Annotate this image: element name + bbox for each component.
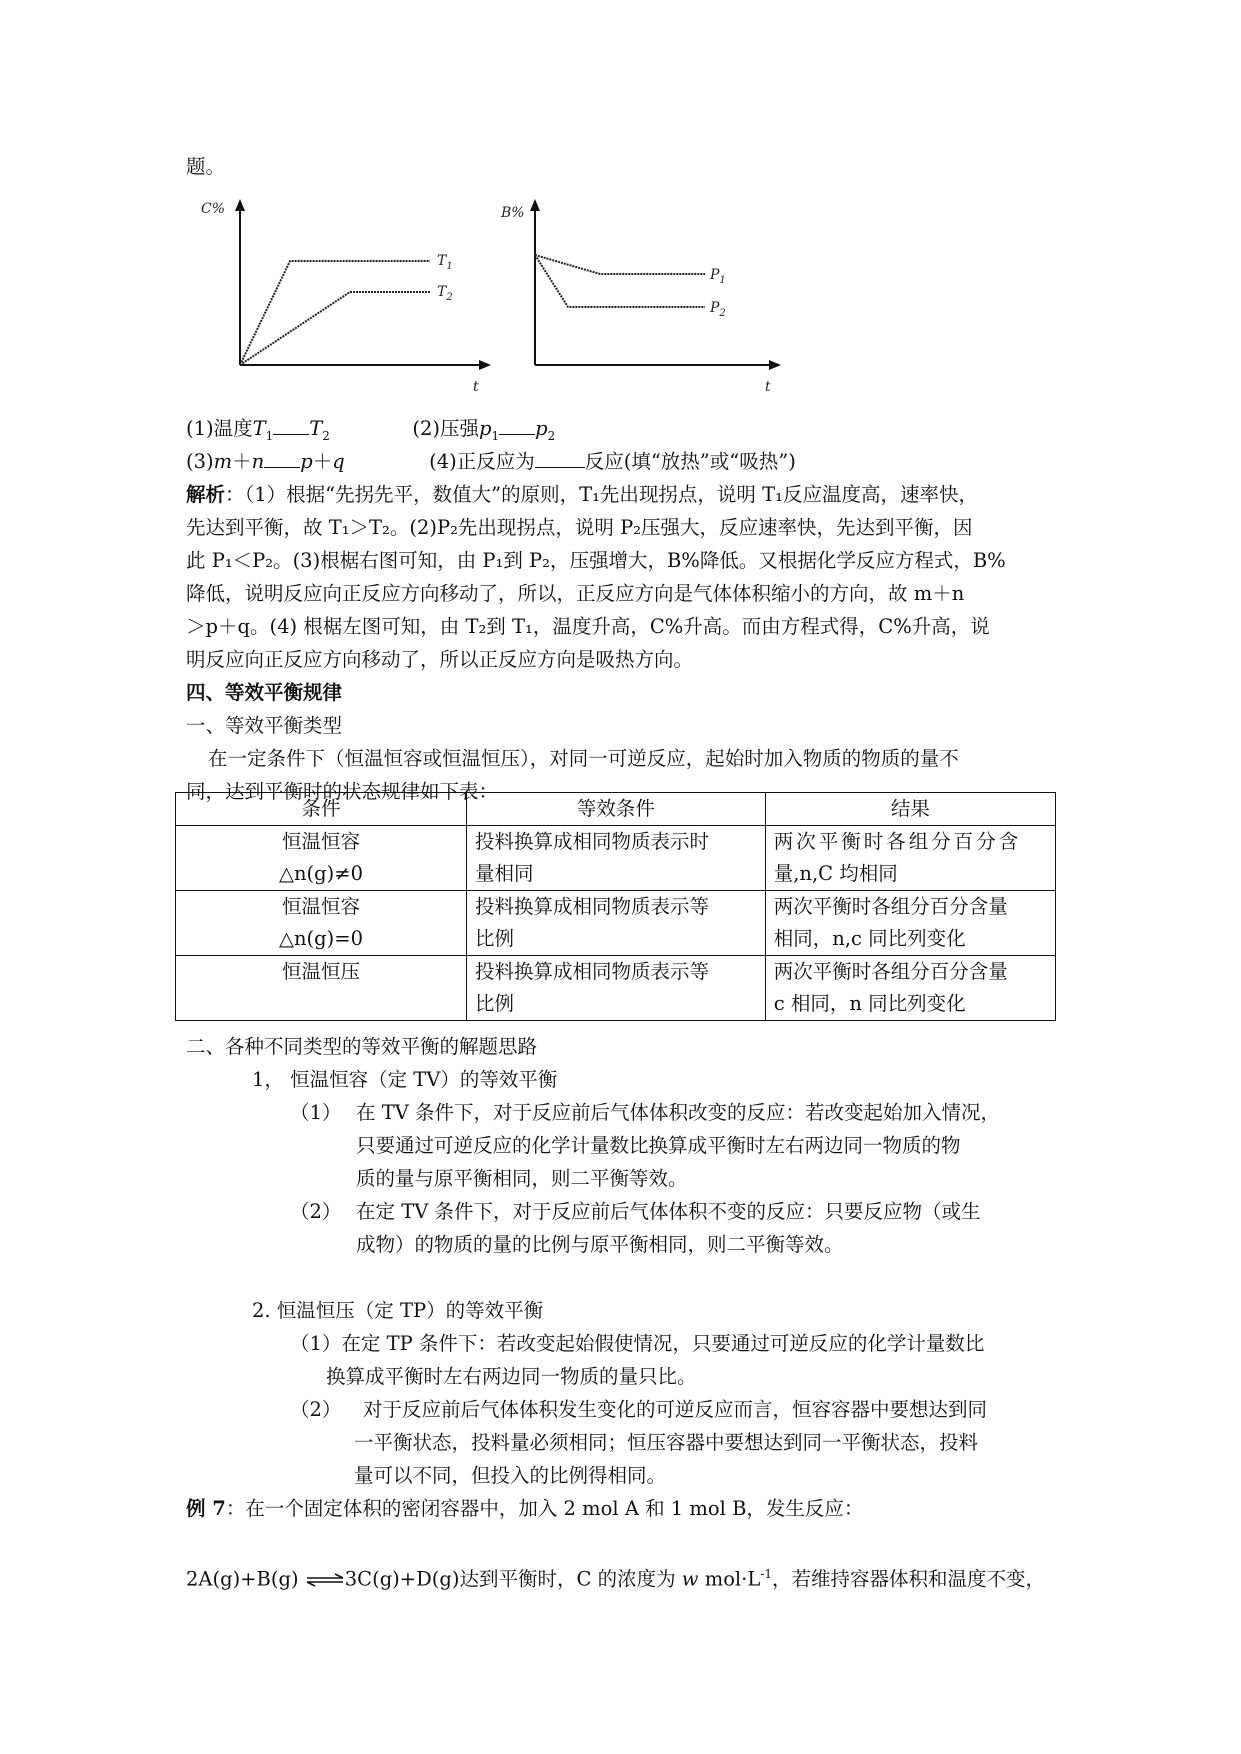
table-cell-condition: 恒温恒容 △n(g)=0 <box>176 891 467 956</box>
table-header-row <box>176 793 1056 826</box>
table-header-cell: 结果 <box>765 793 1055 826</box>
item-1-para-2-line-1: 在定 TV 条件下，对于反应前后气体体积不变的反应：只要反应物（或生 <box>356 1200 981 1223</box>
intro-line-2: 同，达到平衡时的状态规律如下表： <box>186 780 499 803</box>
table-cell-result: 两次平衡时各组分百分含量 相同，n,c 同比列变化 <box>765 891 1055 956</box>
subsection-2-title: 二、各种不同类型的等效平衡的解题思路 <box>186 1035 538 1058</box>
item-1-para-1-line-3: 质的量与原平衡相同，则二平衡等效。 <box>356 1167 688 1190</box>
example-7-line: 例 7：在一个固定体积的密闭容器中，加入 2 mol A 和 1 mol B，发生反应： <box>186 1497 864 1520</box>
left-curve2-label: $T_2$ <box>437 284 453 303</box>
subsection-1-title: 一、等效平衡类型 <box>186 714 343 737</box>
intro-line-1: 在一定条件下（恒温恒容或恒温恒压），对同一可逆反应，起始时加入物质的物质的量不 <box>208 747 959 770</box>
table-row <box>176 956 1056 1021</box>
left-x-axis-label: t <box>473 379 479 395</box>
analysis-line-1: 解析：（1）根据“先拐先平，数值大”的原则，T₁先出现拐点，说明 T₁反应温度高，速率快， <box>186 483 978 506</box>
item-2-para-2-number: （2） <box>290 1398 342 1421</box>
item-1-para-2-number: （2） <box>290 1200 342 1223</box>
analysis-line-3: 此 P₁＜P₂。(3)根椐右图可知，由 P₁到 P₂，压强增大，B%降低。又根据化学反应方程式，B% <box>186 549 1006 572</box>
table-cell-condition: 恒温恒压 <box>176 956 467 1021</box>
item-1-para-1-line-1: 在 TV 条件下，对于反应前后气体体积改变的反应：若改变起始加入情况， <box>356 1101 1000 1124</box>
table-header-cell: 条件 <box>176 793 467 826</box>
right-x-axis-label: t <box>765 379 771 395</box>
equivalence-table <box>175 792 1056 1021</box>
table-cell-equivalence: 投料换算成相同物质表示等 比例 <box>467 891 766 956</box>
section-4-title: 四、等效平衡规律 <box>186 681 343 704</box>
item-1-para-1-line-2: 只要通过可逆反应的化学计量数比换算成平衡时左右两边同一物质的物 <box>356 1134 961 1157</box>
lead-fragment: 题。 <box>186 155 226 178</box>
item-1-title: 1， 恒温恒容（定 TV）的等效平衡 <box>252 1068 558 1091</box>
item-2-para-1-line-1: （1）在定 TP 条件下：若改变起始假使情况，只要通过可逆反应的化学计量数比 <box>290 1332 985 1355</box>
questions-row-1: (1)温度$T_1$ $T_2$ (2)压强$p_1$ $p_2$ <box>186 412 555 453</box>
table-header-cell: 等效条件 <box>467 793 766 826</box>
item-2-para-2-line-2: 一平衡状态，投料量必须相同；恒压容器中要想达到同一平衡状态，投料 <box>354 1431 979 1454</box>
item-2-title: 2. 恒温恒压（定 TP）的等效平衡 <box>252 1299 544 1322</box>
analysis-line-5: ＞p＋q。(4) 根椐左图可知，由 T₂到 T₁，温度升高，C%升高。而由方程式得，C%升高，说 <box>186 615 990 638</box>
equilibrium-arrow-icon <box>305 1574 345 1586</box>
table-cell-result: 两次平衡时各组分百分含量 c 相同，n 同比列变化 <box>765 956 1055 1021</box>
table-cell-equivalence: 投料换算成相同物质表示等 比例 <box>467 956 766 1021</box>
table-cell-condition: 恒温恒容 △n(g)≠0 <box>176 826 467 891</box>
equation-line: 2A(g)+B(g) 3C(g)+D(g)达到平衡时，C 的浓度为 w $mol\cdot L^{-1}$，若维持容器体积和温度不变， <box>186 1567 1046 1591</box>
table-cell-equivalence: 投料换算成相同物质表示时 量相同 <box>467 826 766 891</box>
analysis-line-4: 降低，说明反应向正反应方向移动了，所以，正反应方向是气体体积缩小的方向，故 m＋n <box>186 582 965 605</box>
analysis-line-6: 明反应向正反应方向移动了，所以正反应方向是吸热方向。 <box>186 648 694 671</box>
left-curve1-label: $T_1$ <box>437 253 453 272</box>
questions-row-2: (3)m＋n p＋q (4)正反应为 反应(填“放热”或“吸热”) <box>186 445 796 478</box>
table-cell-result: 两次平衡时各组分百分含 量,n,C 均相同 <box>765 826 1055 891</box>
item-2-para-2-line-1: 对于反应前后气体体积发生变化的可逆反应而言，恒容容器中要想达到同 <box>363 1398 988 1421</box>
figure-b-percent-vs-t <box>501 195 795 395</box>
item-2-para-2-line-3: 量可以不同，但投入的比例得相同。 <box>354 1464 667 1487</box>
item-1-para-2-line-2: 成物）的物质的量的比例与原平衡相同，则二平衡等效。 <box>356 1233 844 1256</box>
figure-c-percent-vs-t <box>201 195 495 395</box>
right-y-axis-label: B% <box>501 205 525 221</box>
right-curve1-label: $P_1$ <box>710 267 726 286</box>
table-row <box>176 891 1056 956</box>
right-curve2-label: $P_2$ <box>710 300 726 319</box>
item-2-para-1-line-2: 换算成平衡时左右两边同一物质的量只比。 <box>326 1365 697 1388</box>
analysis-line-2: 先达到平衡，故 T₁＞T₂。(2)P₂先出现拐点，说明 P₂压强大，反应速率快，先达到平衡，因 <box>186 516 973 539</box>
table-row <box>176 826 1056 891</box>
item-1-para-1-number: （1） <box>290 1101 342 1124</box>
left-y-axis-label: C% <box>201 201 226 217</box>
